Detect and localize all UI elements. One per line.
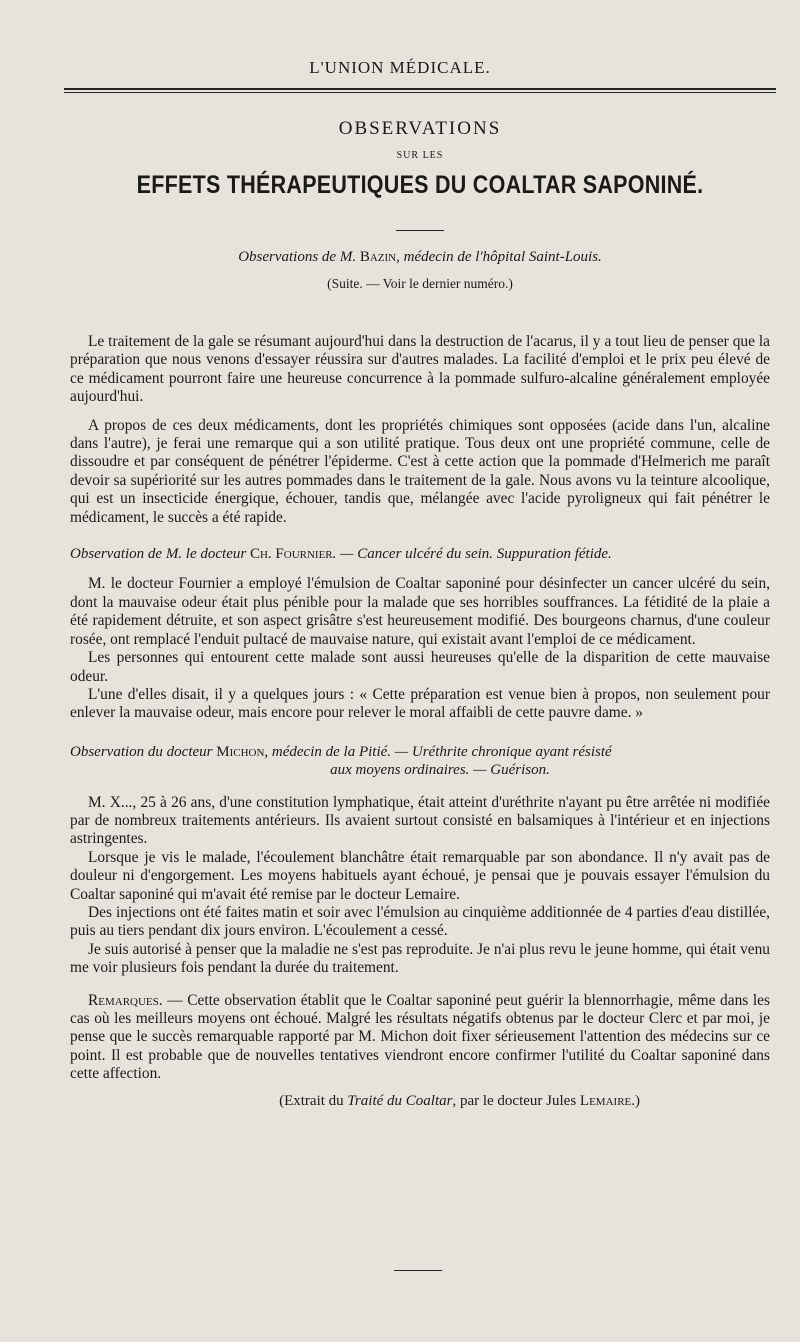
title-line-3: EFFETS THÉRAPEUTIQUES DU COALTAR SAPONINÉ. xyxy=(136,171,704,199)
paragraph-8: Des injections ont été faites matin et soir avec l'émulsion au cinquième additionnée de 4 parties d'eau distillée, puis au tiers pendant dix jours environ. L'écoulement a cessé. xyxy=(70,903,770,940)
byline-prefix: Observations de M. xyxy=(238,249,357,265)
paragraph-9: Je suis autorisé à penser que la maladie ne s'est pas reproduite. Je n'ai plus revu le jeune homme, qui était venu me voir plusieurs fois pendant la durée du traitement. xyxy=(70,940,770,977)
title-rule xyxy=(396,230,444,231)
paragraph-2: A propos de ces deux médicaments, dont les propriétés chimiques sont opposées (acide dans l'un, alcaline dans l'autre), je ferai une remarque qui a son utilité pratique. Tous deux ont une propriété commune, celle de dissoudre et par conséquent de pénétrer l'épiderme. C'est à cette action que la pommade d'Helmerich me paraît devoir sa supériorité sur les autres pommades dans le traitement de la gale. Nous avons vu la teinture alcoolique, qui est un insecticide énergique, échouer, tandis que, mélangée avec l'acide pyroligneux qui fait pénétrer le médicament, le succès a été rapide. xyxy=(70,416,770,526)
paragraph-3: M. le docteur Fournier a employé l'émulsion de Coaltar saponiné pour désinfecter un cancer ulcéré du sein, dont la mauvaise odeur était plus pénible pour la malade que ses horribles souffrances. La fétidité de la plaie a été rapidement détruite, et son aspect grisâtre s'est heureusement modifié. Des bourgeons charnus, d'une couleur rosée, ont remplacé l'enduit pultacé de mauvaise nature, qui existait avant l'emploi de ce médicament. xyxy=(70,575,770,648)
continuation-note: (Suite. — Voir le dernier numéro.) xyxy=(327,276,513,291)
title-line-1: OBSERVATIONS xyxy=(338,118,502,139)
paragraph-4: Les personnes qui entourent cette malade sont aussi heureuses qu'elle de la disparition de cette mauvaise odeur. xyxy=(70,649,770,685)
section-heading-michon: Observation du docteur Michon, médecin de la Pitié. — Uréthrite chronique ayant résisté xyxy=(70,743,612,760)
section-heading-michon-line2: aux moyens ordinaires. — Guérison. xyxy=(330,762,550,779)
article-body xyxy=(70,333,770,1110)
title-line-2: SUR LES xyxy=(396,150,444,161)
byline-name: Bazin xyxy=(359,249,397,265)
paragraph-7: Lorsque je vis le malade, l'écoulement blanchâtre était remarquable par son abondance. Il n'y avait pas de douleur ni d'engorgement. Les moyens habituels ayant échoué, je pensai que je pouvais essayer l'émulsion du Coaltar saponiné qui m'avait été remise par le docteur Lemaire. xyxy=(70,848,770,903)
paragraph-6: M. X..., 25 à 26 ans, d'une constitution lymphatique, était atteint d'uréthrite n'ayant pu être arrêtée ni modifiée par de nombreux traitements antérieurs. Ils avaient surtout consisté en balsamiques à l'intérieur et en injections astringentes. xyxy=(70,793,770,848)
source-citation: (Extrait du Traité du Coaltar, par le docteur Jules Lemaire.) xyxy=(279,1092,640,1109)
section-heading-fournier: Observation de M. le docteur Ch. Fournier. — Cancer ulcéré du sein. Suppuration fétide. xyxy=(70,546,612,563)
paragraph-1: Le traitement de la gale se résumant aujourd'hui dans la destruction de l'acarus, il y a tout lieu de penser que la préparation que nous venons d'essayer réussira sur d'autres malades. La facilité d'emploi et le prix peu élevé de ce médicament pourront faire une heureuse concurrence à la pommade sulfuro-alcaline généralement employée aujourd'hui. xyxy=(70,333,770,406)
paragraph-5: L'une d'elles disait, il y a quelques jours : « Cette préparation est venue bien à propos, non seulement pour enlever la mauvaise odeur, mais encore pour relever le moral affaibli de cette pauvre dame. » xyxy=(70,685,770,722)
end-rule xyxy=(394,1270,442,1271)
running-head: L'UNION MÉDICALE. xyxy=(309,58,491,77)
byline-suffix: , médecin de l'hôpital Saint-Louis. xyxy=(396,249,602,265)
remarks-paragraph: Remarques. — Cette observation établit que le Coaltar saponiné peut guérir la blennorrhagie, même dans les cas où les meilleurs moyens ont échoué. Malgré les résultats négatifs obtenus par le docteur Clerc et par moi, je pense que le succès remarquable rapporté par M. Michon doit fixer sérieusement l'attention des médecins sur ce point. Il est probable que de nouvelles tentatives viendront encore confirmer l'utilité du Coaltar saponiné dans cette affection. xyxy=(70,991,770,1083)
article-title-block xyxy=(64,118,776,292)
byline xyxy=(64,249,776,266)
header-rule xyxy=(64,88,776,93)
